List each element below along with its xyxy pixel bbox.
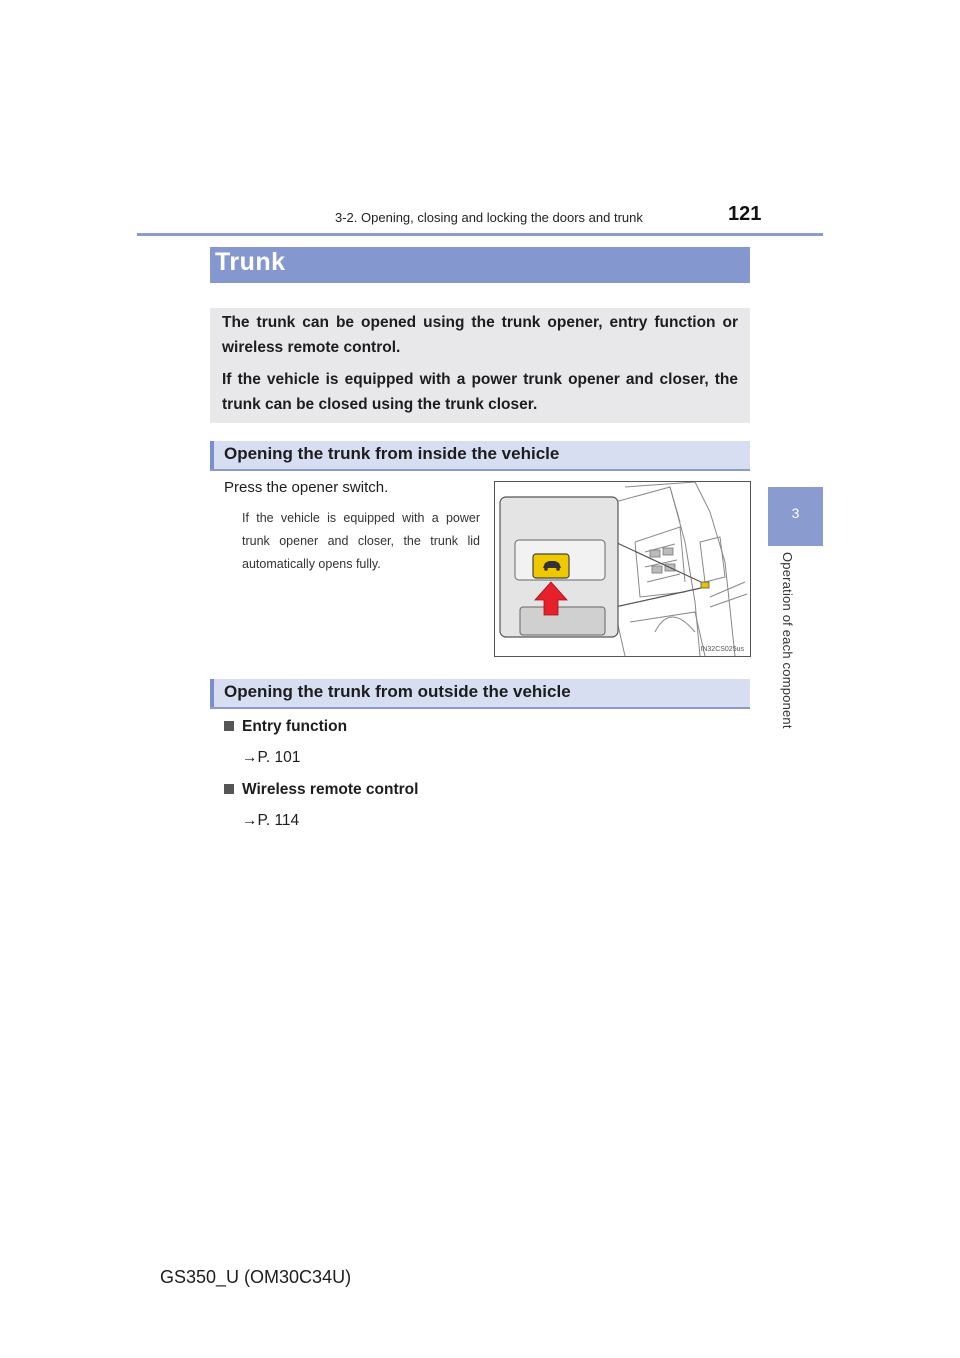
section-heading-outside: Opening the trunk from outside the vehicle [224,682,571,701]
chapter-tab[interactable] [768,487,823,546]
bullet-square-icon [224,784,234,794]
page-title: Trunk [215,248,286,276]
list-item [224,781,418,799]
section-underline [210,469,750,471]
header-rule [137,233,823,236]
instruction-text: Press the opener switch. [224,479,389,496]
footer-model-code: GS350_U (OM30C34U) [160,1267,352,1287]
section-underline [210,707,750,709]
section-accent [210,679,214,707]
section-heading-inside: Opening the trunk from inside the vehicle [224,444,560,463]
list-item-title: Wireless remote control [242,781,419,798]
title-bar [210,247,750,283]
list-item [224,718,347,736]
page-reference-link[interactable]: →P. 114 [242,812,300,829]
illustration-code: IN32CS025us [700,646,744,653]
opener-switch-illustration [494,481,751,657]
bullet-square-icon [224,721,234,731]
page-number: 121 [728,203,762,225]
dashboard-drawing [495,482,750,656]
running-header-section: 3-2. Opening, closing and locking the doors and trunk [335,210,643,225]
section-accent [210,441,214,469]
instruction-note: If the vehicle is equipped with a power trunk opener and closer, the trunk lid automatically opens fully. [242,511,480,571]
intro-paragraph: The trunk can be opened using the trunk opener, entry function or wireless remote control. [222,314,738,356]
intro-paragraph: If the vehicle is equipped with a power trunk opener and closer, the trunk can be closed using the trunk closer. [222,371,738,413]
page-reference-link[interactable]: →P. 101 [242,749,301,766]
chapter-number: 3 [791,505,800,521]
list-item-title: Entry function [242,718,348,735]
chapter-label: Operation of each component [780,552,795,729]
